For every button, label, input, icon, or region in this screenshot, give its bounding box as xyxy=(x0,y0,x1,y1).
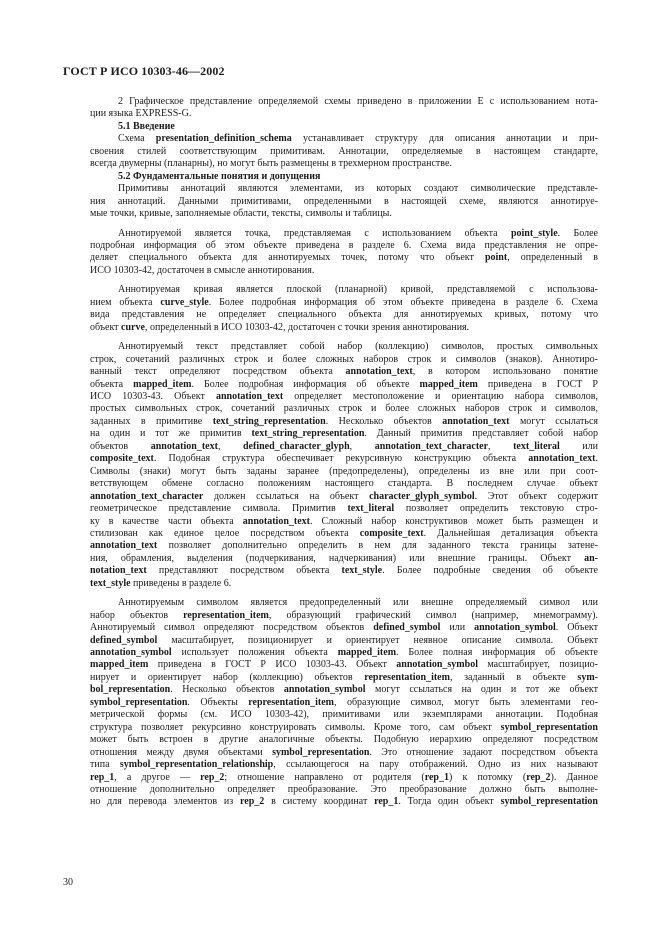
entity-name: bol_representation xyxy=(90,684,171,696)
text-run: представляют посредством объекта xyxy=(146,565,342,577)
text-line xyxy=(90,672,598,684)
document-body xyxy=(90,96,598,809)
text-run: . Объект xyxy=(555,622,598,634)
entity-name: annotation_text_character xyxy=(90,490,204,502)
text-run: Аннотируемый текст представляет собой набор (коллекцию) символов, простых символьных xyxy=(118,341,598,353)
text-run: нирует и ориентирует набор (коллекцию) объектов xyxy=(90,671,365,683)
text-line xyxy=(90,565,598,577)
entity-name: an- xyxy=(584,552,598,564)
text-run: , определенный в xyxy=(507,252,599,264)
entity-name: annotation_symbol xyxy=(396,659,478,671)
entity-name: rep_2 xyxy=(200,771,225,783)
entity-name: composite_text xyxy=(359,527,424,539)
text-line xyxy=(90,503,598,515)
text-run: типа xyxy=(90,759,120,771)
text-run: деляет специального объекта для аннотируемых точек, потому что объект xyxy=(90,252,485,264)
entity-name: point_style xyxy=(510,227,558,239)
text-run: ку в качестве части объекта xyxy=(90,515,243,527)
entity-name: symbol_representation xyxy=(272,746,370,758)
entity-name: mapped_item xyxy=(419,378,478,390)
text-run: ванный текст определяют посредством объекта xyxy=(90,366,346,378)
text-run: позволяет определить текстовую стро- xyxy=(394,503,598,515)
text-line xyxy=(90,284,598,296)
text-run: , определенный в ИСО 10303-42, достаточен с точки зрения аннотирования. xyxy=(144,321,470,333)
text-line xyxy=(90,635,598,647)
text-line xyxy=(90,297,598,309)
text-run: объекта xyxy=(90,378,134,390)
text-line xyxy=(90,528,598,540)
entity-name: text_string_representation xyxy=(251,428,365,440)
text-line xyxy=(90,416,598,428)
entity-name: defined_character_glyph xyxy=(243,440,350,452)
text-run: , xyxy=(488,440,514,452)
entity-name: rep_1 xyxy=(424,771,449,783)
text-run: , xyxy=(217,440,243,452)
text-line xyxy=(90,379,598,391)
text-run: Аннотируемый символ определяют посредством объектов xyxy=(90,622,374,634)
entity-name: curve_style xyxy=(160,296,209,308)
entity-name: text_string_representation xyxy=(212,415,326,427)
text-run: . Более подробные сведения об объекте xyxy=(382,565,598,577)
text-run: ния, обрамления, выделения (подчеркивания, надчеркивания) или внешние границы. Объект xyxy=(90,552,585,564)
text-run: , а другое — xyxy=(114,771,201,783)
entity-name: text_style xyxy=(341,565,383,577)
text-run: . Более xyxy=(557,227,598,239)
text-line xyxy=(90,428,598,440)
page-number: 30 xyxy=(63,877,73,888)
text-run: метрической формы (см. ИСО 10303-42), примитивами или экземплярами аннотации. Подобная xyxy=(90,709,598,721)
paragraph-gap xyxy=(90,334,598,341)
text-run: , ссылающегося на пару отображений. Одно из них называют xyxy=(273,759,598,771)
text-run: приведена в ГОСТ Р ИСО 10303-43. Объект xyxy=(148,659,397,671)
entity-name: annotation_text xyxy=(528,453,596,465)
text-run: вида представления не определяет специального объекта для аннотируемых кривых, потому что xyxy=(90,309,598,321)
entity-name: composite_text xyxy=(90,453,154,465)
text-run: . Сложный набор конструктивов может быть размещен и xyxy=(310,515,599,527)
text-run: на один и тот же примитив xyxy=(90,428,252,440)
entity-name: annotation_symbol xyxy=(283,684,366,696)
text-run: или xyxy=(559,440,598,452)
text-run: . Несколько объектов xyxy=(325,415,443,427)
text-line xyxy=(90,265,598,277)
text-line xyxy=(90,366,598,378)
text-run: но для перевода элементов из xyxy=(90,796,241,808)
text-line xyxy=(90,659,598,671)
text-line xyxy=(90,647,598,659)
text-run: . Подобная структура обеспечивает рекурсивную конструкцию объекта xyxy=(153,453,529,465)
text-run: структура позволяет рекурсивно конструировать символы. Кроме того, сам объект xyxy=(90,721,501,733)
entity-name: rep_1 xyxy=(90,771,115,783)
text-run: строк, сочетаний различных строк и более сложных наборов строк и символов (знаков). Аннотиро- xyxy=(90,353,598,365)
text-line xyxy=(90,441,598,453)
text-line xyxy=(90,597,598,609)
entity-name: annotation_symbol xyxy=(474,622,556,634)
entity-name: rep_1 xyxy=(374,796,399,808)
text-run: Схема xyxy=(118,133,156,145)
text-line xyxy=(90,158,598,170)
text-line xyxy=(90,697,598,709)
text-run: заданных в примитиве xyxy=(90,415,213,427)
text-line xyxy=(90,553,598,565)
text-run: Символы (знаки) могут быть заданы заранее (предопределены), определены из вне или при соот- xyxy=(90,465,598,477)
text-run: отношение дополнительно определяет преобразование. Это преобразование должно быть выполне- xyxy=(90,784,598,796)
section-heading: 5.2 Фундаментальные понятия и допущения xyxy=(118,170,321,182)
entity-name: mapped_item xyxy=(337,647,397,659)
text-line xyxy=(90,772,598,784)
entity-name: rep_2 xyxy=(526,771,551,783)
entity-name: symbol_representation xyxy=(90,696,188,708)
text-run: , заданный в объекте xyxy=(449,671,578,683)
text-run: . Более полная информация об объекте xyxy=(396,647,599,659)
entity-name: symbol_representation xyxy=(500,796,598,808)
entity-name: annotation_text xyxy=(90,540,158,552)
text-line xyxy=(90,759,598,771)
text-run: Аннотируемым символом является предопределенный или внешне определяемый символ или xyxy=(118,597,598,609)
entity-name: annotation_text xyxy=(345,366,413,378)
text-run: масштабирует, позицио- xyxy=(477,659,598,671)
text-line xyxy=(90,240,598,252)
text-run: подробная информация об этом объекте приведена в разделе 6. Схема вида представления не опре- xyxy=(90,239,598,251)
text-line xyxy=(90,403,598,415)
text-run: . Более подробная информация об объекте xyxy=(191,378,420,390)
text-run: нием объекта xyxy=(90,296,161,308)
paragraph-gap xyxy=(90,221,598,228)
text-line xyxy=(90,322,598,334)
text-run: использует положения объекта xyxy=(171,647,338,659)
text-line xyxy=(90,228,598,240)
text-line xyxy=(90,734,598,746)
text-line xyxy=(90,491,598,503)
entity-name: annotation_text xyxy=(242,515,310,527)
entity-name: annotation_text_character xyxy=(374,440,489,452)
text-run: своения стилей соответствующим примитивам. Аннотации, определяемые в настоящем стандарте, xyxy=(90,145,598,157)
entity-name: point xyxy=(484,252,508,264)
text-run: геометрическое представление символа. Примитив xyxy=(90,503,348,515)
text-line xyxy=(90,309,598,321)
entity-name: text_literal xyxy=(347,503,395,515)
text-run: позволяет дополнительно определить в нем для заданного текста границы затене- xyxy=(157,540,598,552)
text-line xyxy=(90,516,598,528)
text-run: . Это отношение задают посредством объекта xyxy=(369,746,599,758)
text-line xyxy=(90,747,598,759)
text-run: или xyxy=(440,622,475,634)
entity-name: representation_item xyxy=(364,671,450,683)
text-run: . xyxy=(595,453,598,465)
text-run: ) к потомку ( xyxy=(448,771,527,783)
text-run: . Тогда один объект xyxy=(398,796,501,808)
text-line xyxy=(90,610,598,622)
text-line xyxy=(90,252,598,264)
text-run: стилизован как единое целое посредством объекта xyxy=(90,527,360,539)
text-line xyxy=(90,196,598,208)
text-line xyxy=(90,478,598,490)
entity-name: rep_2 xyxy=(240,796,265,808)
entity-name: defined_symbol xyxy=(373,622,441,634)
entity-name: symbol_representation xyxy=(500,721,598,733)
text-run: ; отношение направлено от родителя ( xyxy=(224,771,425,783)
text-run: отношения между двумя объектами xyxy=(90,746,273,758)
paragraph-gap xyxy=(90,590,598,597)
entity-name: annotation_text xyxy=(215,390,284,402)
entity-name: defined_symbol xyxy=(90,634,158,646)
text-run: ИСО 10303-42, достаточен в смысле аннотирования. xyxy=(90,264,315,276)
text-run: Аннотируемая кривая является плоской (планарной) кривой, представляемой с использова- xyxy=(118,284,598,296)
text-run: . Этот объект содержит xyxy=(474,490,598,502)
text-run: ). Данное xyxy=(550,771,598,783)
text-run: . Объекты xyxy=(187,696,249,708)
text-run: ции языка EXPRESS-G. xyxy=(90,108,192,120)
text-run: набор объектов xyxy=(90,609,184,621)
section-heading: 5.1 Введение xyxy=(118,120,175,132)
text-line xyxy=(90,183,598,195)
text-run: , образующий графический символ (например, мнемограмму). xyxy=(268,609,599,621)
text-run: . Более подробная информация об этом объекте приведена в разделе 6. Схема xyxy=(208,296,598,308)
text-line xyxy=(90,341,598,353)
text-line xyxy=(90,466,598,478)
text-run: приведена в ГОСТ Р xyxy=(477,378,598,390)
text-run: ИСО 10303-43. Объект xyxy=(90,390,216,402)
text-line xyxy=(90,540,598,552)
entity-name: annotation_text xyxy=(150,440,218,452)
entity-name: annotation_symbol xyxy=(90,647,172,659)
text-run: масштабирует, позиционирует и ориентирует неявное описание символа. Объект xyxy=(157,634,598,646)
entity-name: presentation_definition_schema xyxy=(155,133,292,145)
text-run: объект xyxy=(90,321,122,333)
text-run: устанавливает структуру для описания аннотации и при- xyxy=(291,133,598,145)
text-run: . Несколько объектов xyxy=(170,684,284,696)
text-run: , xyxy=(349,440,375,452)
text-run: должен ссылаться на объект xyxy=(203,490,370,502)
text-run: ветствующем обмене согласно положениям настоящего стандарта. В последнем случае объект xyxy=(90,478,598,490)
entity-name: text_literal xyxy=(513,440,560,452)
text-run: простых символьных строк, сочетаний различных строк и более сложных наборов строк и символов, xyxy=(90,403,598,415)
entity-name: representation_item xyxy=(248,696,335,708)
text-run: в систему координат xyxy=(264,796,375,808)
text-run: ния аннотаций. Данными примитивами, определенными в настоящей схеме, являются аннотируе- xyxy=(90,195,598,207)
text-run: определяет местоположение и ориентацию набора символов, xyxy=(283,390,599,402)
entity-name: character_glyph_symbol xyxy=(369,490,475,502)
entity-name: sym- xyxy=(577,671,598,683)
text-line xyxy=(90,622,598,634)
text-run: Примитивы аннотаций являются элементами, из которых создают символические представле- xyxy=(118,183,598,195)
text-line xyxy=(90,684,598,696)
text-run: Аннотируемой является точка, представляемая с использованием объекта xyxy=(118,227,511,239)
entity-name: mapped_item xyxy=(90,659,149,671)
text-run: , в котором использовано понятие xyxy=(412,366,598,378)
text-run: . Данный примитив представляет собой набор xyxy=(364,428,598,440)
text-line xyxy=(90,722,598,734)
text-run: могут ссылаться xyxy=(509,415,598,427)
text-line xyxy=(90,784,598,796)
entity-name: annotation_text xyxy=(442,415,510,427)
text-run: . Дальнейшая детализация объекта xyxy=(423,527,598,539)
text-run: мые точки, кривые, заполняемые области, тексты, символы и таблицы. xyxy=(90,208,392,220)
text-line xyxy=(90,208,598,220)
text-line xyxy=(90,453,598,465)
text-run: 2 Графическое представление определяемой схемы приведено в приложении Е с использованием нота- xyxy=(118,96,598,107)
text-line xyxy=(90,108,598,120)
text-line xyxy=(90,146,598,158)
entity-name: representation_item xyxy=(183,609,269,621)
text-line xyxy=(90,354,598,366)
entity-name: text_style xyxy=(90,577,131,589)
standard-header: ГОСТ Р ИСО 10303-46—2002 xyxy=(63,64,225,78)
text-line xyxy=(90,796,598,808)
text-line xyxy=(90,578,598,590)
entity-name: notation_text xyxy=(90,565,147,577)
text-line xyxy=(90,96,598,108)
text-run: могут ссылаться на один и тот же объект xyxy=(365,684,598,696)
text-run: всегда двумерны (планарны), но могут быть размещены в трехмерном пространстве. xyxy=(90,158,452,170)
text-run: , образующие символ, могут быть элементами гео- xyxy=(334,696,598,708)
paragraph-gap xyxy=(90,277,598,284)
text-run: объектов xyxy=(90,440,151,452)
text-run: приведены в разделе 6. xyxy=(130,577,232,589)
entity-name: curve xyxy=(121,321,145,333)
entity-name: symbol_representation_relationship xyxy=(119,759,274,771)
text-line xyxy=(90,133,598,145)
entity-name: mapped_item xyxy=(133,378,192,390)
text-line xyxy=(90,391,598,403)
text-line xyxy=(90,709,598,721)
text-run: может быть встроен в другие аналогичные объекты. Подобную иерархию определяют посредством xyxy=(90,734,598,746)
